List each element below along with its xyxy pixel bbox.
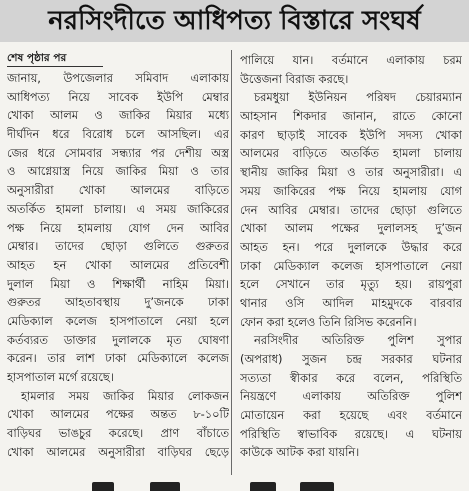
article-text-line: খোকা আলমের পক্ষের অন্তত ৮-১০টি (7, 407, 229, 422)
article-column-left (7, 50, 229, 461)
article-text-line: আহত হন খোকা আলমের প্রতিবেশী (7, 257, 229, 272)
article-text-line: খোকা আলম পক্ষের দুলালসহ দু’জন (240, 221, 462, 236)
article-text-line: ঢাকা মেডিক্যাল কলেজ হাসপাতালে নেয়া (240, 258, 462, 273)
article-text-line: (অপরাধ) সুজন চন্দ্র সরকার ঘটনার (240, 352, 462, 366)
article-text-line: মেম্বার। তাদের ছোড়া গুলিতে গুরুতর (7, 239, 229, 254)
cropped-glyph (300, 482, 334, 491)
article-text-line: বাড়িঘর ভাঙচুর করেছে। প্রাণ বাঁচাতে (7, 426, 229, 441)
article-text-line: ফোন করা হলেও তিনি রিসিভ করেননি। (240, 314, 417, 329)
article-text-line: খোকা আলমের অনুসারীরা বাড়িঘর ছেড়ে (7, 444, 229, 459)
article-text-line: দেন আবির মেম্বার। তাদের ছোড়া গুলিতে (240, 202, 462, 217)
article-text-line: মেডিক্যাল কলেজ হাসপাতালে নেয়া হলে (7, 313, 229, 328)
article-text-line: করেন। তার লাশ ঢাকা মেডিক্যালে কলেজ (7, 351, 229, 366)
article-text-line: আধিপত্য নিয়ে সাবেক ইউপি মেম্বার (7, 89, 229, 104)
article-text-line: উত্তেজনা বিরাজ করছে। (240, 71, 349, 86)
article-text-line: অনুসারীরা খোকা আলমের বাড়িতে (7, 183, 229, 198)
article-text-line: হাসপাতাল মর্গে রয়েছে। (7, 370, 114, 384)
article-text-line: কারণ ছাড়াই সাবেক ইউপি সদস্য খোকা (240, 127, 462, 142)
article-text-line: সত্যতা স্বীকার করে বলেন, পরিস্থিতি (240, 370, 462, 385)
article-text-line: ও আগ্নেয়াস্ত্র নিয়ে জাকির মিয়া ও তার (7, 164, 229, 179)
article-text-line: স্থানীয় জাকির মিয়া ও তার অনুসারীরা। এ (240, 165, 462, 180)
cropped-glyph (150, 482, 180, 491)
article-text-line: জের ধরে সোমবার সন্ধ্যার পর দেশীয় অস্ত্র (7, 145, 229, 160)
article-text-line: অতর্কিত হামলা চালায়। এ সময় জাকিরের (7, 201, 229, 216)
article-text-line: খোকা আলম ও জাকির মিয়ার মধ্যে (7, 108, 229, 123)
column-divider (231, 50, 232, 475)
article-text-line: আলমের বাড়িতে অতর্কিত হামলা চালায় (240, 146, 462, 161)
article-column-right (240, 51, 462, 462)
article-text-line: থানার ওসি আদিল মাহমুদকে বারবার (240, 295, 462, 310)
article-text-line: মোতায়েন করা হয়েছে এবং বর্তমানে (240, 408, 462, 423)
cropped-glyph (250, 482, 276, 491)
next-article-edge (0, 476, 469, 491)
article-text-line: নরসিংদীর অতিরিক্ত পুলিশ সুপার (254, 333, 462, 348)
cropped-glyph (92, 482, 114, 491)
article-text-line: পক্ষ নিয়ে হামলায় যোগ দেন আবির (7, 220, 229, 235)
article-headline: নরসিংদীতে আধিপত্য বিস্তারে সংঘর্ষ (48, 6, 421, 36)
continued-from-label: শেষ পৃষ্ঠার পর (7, 50, 103, 67)
article-text-line: পালিয়ে যান। বর্তমানে এলাকায় চরম (240, 53, 462, 67)
article-text-line: হামলার সময় জাকির মিয়ার লোকজন (21, 388, 229, 403)
article-text-line: দীর্ঘদিন ধরে বিরোধ চলে আসছিল। এর (7, 127, 229, 142)
article-text-line: দুলাল মিয়া ও শিক্ষার্থী নাহিম মিয়া। (7, 276, 229, 291)
article-text-line: চরমধুয়া ইউনিয়ন পরিষদ চেয়ারম্যান (254, 90, 462, 105)
article-text-line: আহসান শিকদার জানান, রাতে কোনো (240, 109, 462, 124)
article-text-line: গুরুতর আহতাবস্থায় দু’জনকে ঢাকা (7, 295, 229, 310)
article-text-line: আহত হন। পরে দুলালকে উদ্ধার করে (240, 239, 462, 254)
article-text-line: সময় জাকিরের পক্ষ নিয়ে হামলায় যোগ (240, 183, 462, 198)
article-text-line: হলে সেখানে তার মৃত্যু হয়। রায়পুরা (240, 277, 462, 292)
article-text-line: কাউকে আটক করা যায়নি। (240, 445, 360, 460)
article-text-line: কর্তব্যরত ডাক্তার দুলালকে মৃত ঘোষণা (7, 332, 229, 347)
article-text-line: পরিস্থিতি স্বাভাবিক রয়েছে। এ ঘটনায় (240, 426, 462, 441)
article-text-line: নিয়ন্ত্রণে এলাকায় অতিরিক্ত পুলিশ (240, 389, 462, 404)
article-text-line: জানায়, উপজেলার সমিবাদ এলাকায় (7, 71, 229, 85)
